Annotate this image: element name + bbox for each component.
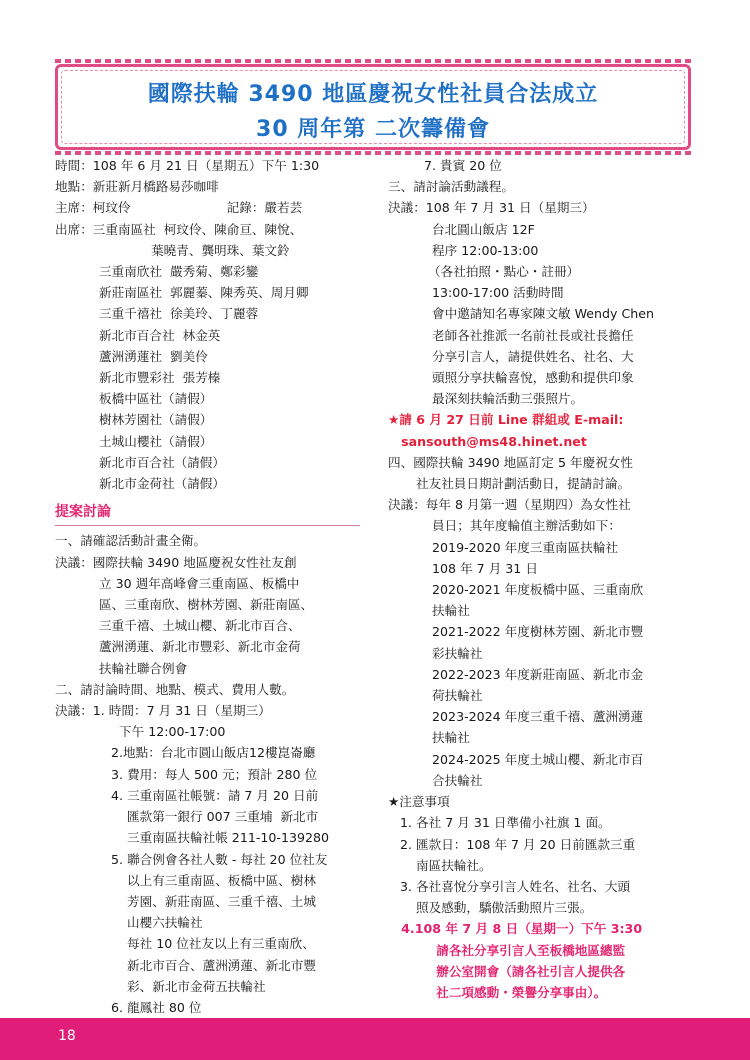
agenda-line: 1. 各社 7 月 31 日準備小社旗 1 面。 <box>388 815 611 831</box>
info-line: 新北市百合社（請假） <box>55 454 225 470</box>
red-note-meeting: 4.108 年 7 月 8 日（星期一）下午 3:30 <box>388 921 643 937</box>
agenda-line: 108 年 7 月 31 日 <box>388 560 538 576</box>
proposal-line: 5. 聯合例會各社人數 - 每社 20 位社友 <box>55 851 328 867</box>
title-line-2: 30 周年第 二次籌備會 <box>256 117 490 142</box>
notes-heading: ★注意事項 <box>388 794 450 810</box>
proposal-line: 新北市百合、蘆洲湧蓮、新北市豐 <box>55 957 316 973</box>
proposal-line: 扶輪社聯合例會 <box>55 660 188 676</box>
left-column <box>55 155 365 1018</box>
banner-top-border <box>55 59 691 63</box>
agenda-line: 扶輪社 <box>388 603 470 619</box>
agenda-line: 13:00-17:00 活動時間 <box>388 285 564 301</box>
agenda-line: 四、國際扶輪 3490 地區訂定 5 年慶祝女性 <box>388 454 633 470</box>
proposal-line: 每社 10 位社友以上有三重南欣、 <box>55 936 315 952</box>
agenda-line: 2019-2020 年度三重南區扶輪社 <box>388 539 619 555</box>
agenda-line: 彩扶輪社 <box>388 645 483 661</box>
page-number: 18 <box>58 1028 76 1044</box>
proposal-line: 三重千禧、土城山櫻、新北市百合、 <box>55 618 301 634</box>
info-line: 土城山櫻社（請假） <box>55 433 213 449</box>
proposal-line: 以上有三重南區、板橋中區、樹林 <box>55 872 316 888</box>
proposal-line: 決議：1. 時間：7 月 31 日（星期三） <box>55 703 271 719</box>
agenda-line: 7. 貴賓 20 位 <box>388 158 502 173</box>
info-line: 主席：柯玟伶 記錄：嚴若芸 <box>55 200 303 216</box>
title-banner <box>55 64 691 150</box>
agenda-line: 2022-2023 年度新莊南區、新北市金 <box>388 666 644 682</box>
agenda-line: 荷扶輪社 <box>388 688 483 704</box>
footer-bar <box>0 1018 750 1060</box>
agenda-line: （各社拍照・點心・註冊） <box>388 264 580 280</box>
info-line: 地點：新莊新月橋路易莎咖啡 <box>55 179 219 195</box>
agenda-line: 2020-2021 年度板橋中區、三重南欣 <box>388 582 644 598</box>
agenda-line: 三、請討論活動議程。 <box>388 179 514 195</box>
agenda-line: 合扶輪社 <box>388 772 483 788</box>
agenda-line: 決議：每年 8 月第一週（星期四）為女性社 <box>388 497 631 513</box>
proposal-line: 二、請討論時間、地點、模式、費用人數。 <box>55 681 295 697</box>
agenda-line: 2024-2025 年度土城山櫻、新北市百 <box>388 751 644 767</box>
proposal-line: 芳園、新莊南區、三重千禧、土城 <box>55 893 316 909</box>
agenda-line: 程序 12:00-13:00 <box>388 242 539 258</box>
red-note-meeting: 社二項感動・榮譽分享事由）。 <box>388 984 607 1000</box>
agenda-line: 2023-2024 年度三重千禧、蘆洲湧蓮 <box>388 709 644 725</box>
agenda-line: 台北圓山飯店 12F <box>388 221 535 237</box>
section-divider <box>55 525 360 526</box>
agenda-line: 2021-2022 年度樹林芳園、新北市豐 <box>388 624 644 640</box>
proposal-line: 彩、新北市金荷五扶輪社 <box>55 978 266 994</box>
agenda-line: 老師各社推派一名前社長或社長擔任 <box>388 327 634 343</box>
proposal-line: 立 30 週年高峰會三重南區、板橋中 <box>55 575 300 591</box>
agenda-line: 照及感動，驕傲活動照片三張。 <box>388 900 593 916</box>
agenda-line: 最深刻扶輪活動三張照片。 <box>388 391 584 407</box>
agenda-line: 社友社員日期計劃活動日，提請討論。 <box>388 476 631 492</box>
info-line: 時間：108 年 6 月 21 日（星期五）下午 1:30 <box>55 158 320 173</box>
info-line: 蘆洲湧蓮社 劉美伶 <box>55 348 208 364</box>
agenda-line: 決議：108 年 7 月 31 日（星期三） <box>388 200 595 216</box>
proposal-line: 蘆洲湧蓮、新北市豐彩、新北市金荷 <box>55 639 301 655</box>
red-note-deadline: ★請 6 月 27 日前 Line 群組或 E-mail: <box>388 412 624 428</box>
agenda-line: 頭照分享扶輪喜悅，感動和提供印象 <box>388 370 634 386</box>
info-line: 新北市金荷社（請假） <box>55 476 225 492</box>
proposal-line: 2.地點：台北市圓山飯店12樓崑崙廳 <box>55 745 316 761</box>
proposal-line: 3. 費用：每人 500 元；預計 280 位 <box>55 766 318 782</box>
info-line: 出席：三重南區社 柯玟伶、陳俞亘、陳悅、 <box>55 221 303 237</box>
agenda-line: 3. 各社喜悅分享引言人姓名、社名、大頭 <box>388 878 631 894</box>
section-heading: 提案討論 <box>55 504 111 521</box>
info-line: 新北市百合社 林金英 <box>55 327 221 343</box>
info-line: 三重千禧社 徐美玲、丁麗蓉 <box>55 306 259 322</box>
agenda-line: 員日；其年度輪值主辦活動如下： <box>388 518 621 534</box>
red-note-email: sansouth@ms48.hinet.net <box>388 433 587 449</box>
agenda-line: 南區扶輪社。 <box>388 857 492 873</box>
proposal-line: 下午 12:00-17:00 <box>55 724 226 740</box>
proposal-line: 山櫻六扶輪社 <box>55 915 203 931</box>
proposal-line: 區、三重南欣、樹林芳園、新莊南區、 <box>55 597 314 613</box>
info-line: 新莊南區社 郭麗蓁、陳秀英、周月卿 <box>55 285 309 301</box>
title-line-1: 國際扶輪 3490 地區慶祝女性社員合法成立 <box>147 82 599 107</box>
info-line: 三重南欣社 嚴秀菊、鄭彩鑾 <box>55 264 259 280</box>
agenda-line: 會中邀請知名專家陳文敏 Wendy Chen <box>388 306 654 322</box>
proposal-line: 6. 龍鳳社 80 位 <box>55 999 202 1015</box>
info-line: 樹林芳園社（請假） <box>55 412 213 428</box>
proposal-list <box>55 530 365 1018</box>
proposal-line: 匯款第一銀行 007 三重埔 新北市 <box>55 809 319 825</box>
proposal-line: 三重南區扶輪社帳 211-10-139280 <box>55 830 330 846</box>
right-column <box>388 155 703 1003</box>
meeting-info <box>55 155 365 494</box>
proposal-line: 一、請確認活動計畫全衛。 <box>55 533 207 549</box>
agenda-line: 2. 匯款日：108 年 7 月 20 日前匯款三重 <box>388 836 636 852</box>
red-note-meeting: 請各社分享引言人至板橋地區總監 <box>388 942 626 958</box>
proposal-line: 決議：國際扶輪 3490 地區慶祝女性社友創 <box>55 554 297 570</box>
agenda-line: 分享引言人，請提供姓名、社名、大 <box>388 348 634 364</box>
agenda-line: 扶輪社 <box>388 730 470 746</box>
proposal-line: 4. 三重南區社帳號：請 7 月 20 日前 <box>55 787 319 803</box>
info-line: 葉曉青、龔明珠、葉文鈴 <box>55 242 290 258</box>
info-line: 新北市豐彩社 張芳榛 <box>55 370 221 386</box>
info-line: 板橋中區社（請假） <box>55 391 213 407</box>
red-note-meeting: 辦公室開會（請各社引言人提供各 <box>388 963 626 979</box>
